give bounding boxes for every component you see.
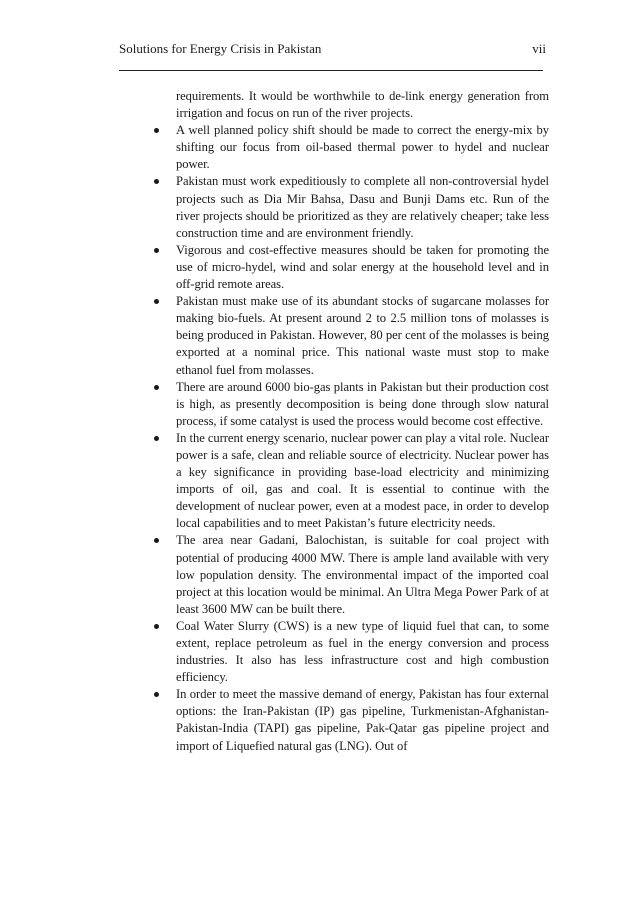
header-divider <box>119 70 543 71</box>
list-item <box>176 379 549 430</box>
page-number: vii <box>532 41 546 56</box>
list-item-text: A well planned policy shift should be made to correct the energy-mix by shifting our focus from oil-based thermal power to hydel and nuclear power. <box>176 123 549 172</box>
bullet-icon <box>154 624 159 629</box>
list-item <box>176 532 549 617</box>
list-item-text: In order to meet the massive demand of energy, Pakistan has four external options: the Iran-Pakistan (IP) gas pipeline, Turkmenistan-Afghanistan-Pakistan-India (TAPI) gas pipeline, Pak-Qatar gas pipeline project and import of Liquefied natural gas (LNG). Out of <box>176 687 549 753</box>
continuation-paragraph: requirements. It would be worthwhile to de-link energy generation from irrigation and focus on run of the river projects. <box>176 89 549 121</box>
running-header-title: Solutions for Energy Crisis in Pakistan <box>119 41 322 56</box>
list-item <box>176 686 549 754</box>
bullet-icon <box>154 385 159 390</box>
bullet-icon <box>154 248 159 253</box>
list-item-text: Coal Water Slurry (CWS) is a new type of liquid fuel that can, to some extent, replace petroleum as fuel in the energy conversion and process industries. It also has less infrastructure cost and high combustion efficiency. <box>176 618 549 685</box>
bullet-icon <box>154 128 159 133</box>
bullet-icon <box>154 692 159 697</box>
page-body <box>176 88 549 755</box>
list-item <box>176 242 549 293</box>
bullet-icon <box>154 179 159 184</box>
list-item-text: Pakistan must make use of its abundant stocks of sugarcane molasses for making bio-fuels. At present around 2 to 2.5 million tons of molasses is being produced in Pakistan. However, 80 per cent of the molasses is being exported at a nominal price. This national waste must stop to make ethanol fuel from molasses. <box>176 294 549 377</box>
list-item-text: Pakistan must work expeditiously to complete all non-controversial hydel projects such as Dia Mir Bahsa, Dasu and Bunji Dams etc. Run of the river projects should be prioritized as they are relatively cheaper; take less construction time and are environment friendly. <box>176 174 549 240</box>
running-header <box>119 41 546 61</box>
list-item-text: There are around 6000 bio-gas plants in Pakistan but their production cost is high, as presently decomposition is being done through slow natural process, if some catalyst is used the process would become cost effective. <box>176 379 549 428</box>
bullet-icon <box>154 436 159 441</box>
list-item <box>176 618 549 686</box>
list-item <box>176 293 549 378</box>
list-item-text: Vigorous and cost-effective measures should be taken for promoting the use of micro-hydel, wind and solar energy at the household level and in off-grid remote areas. <box>176 242 549 292</box>
list-item <box>176 173 549 241</box>
list-item <box>176 430 549 533</box>
list-item <box>176 122 549 173</box>
list-item-text: In the current energy scenario, nuclear power can play a vital role. Nuclear power is a safe, clean and reliable source of electricity. Nuclear power has a key significance in providing base-load electricity and minimizing imports of oil, gas and coal. It is essential to continue with the development of nuclear power, even at a modest pace, in order to develop local capabilities and to meet Pakistan’s future electricity needs. <box>176 430 549 531</box>
bullet-icon <box>154 299 159 304</box>
list-item-text: The area near Gadani, Balochistan, is suitable for coal project with potential of producing 4000 MW. There is ample land available with very low population density. The environmental impact of the imported coal project at this location would be minimal. An Ultra Mega Power Park of at least 3600 MW can be built there. <box>176 533 549 616</box>
recommendations-list <box>176 122 549 754</box>
bullet-icon <box>154 538 159 543</box>
